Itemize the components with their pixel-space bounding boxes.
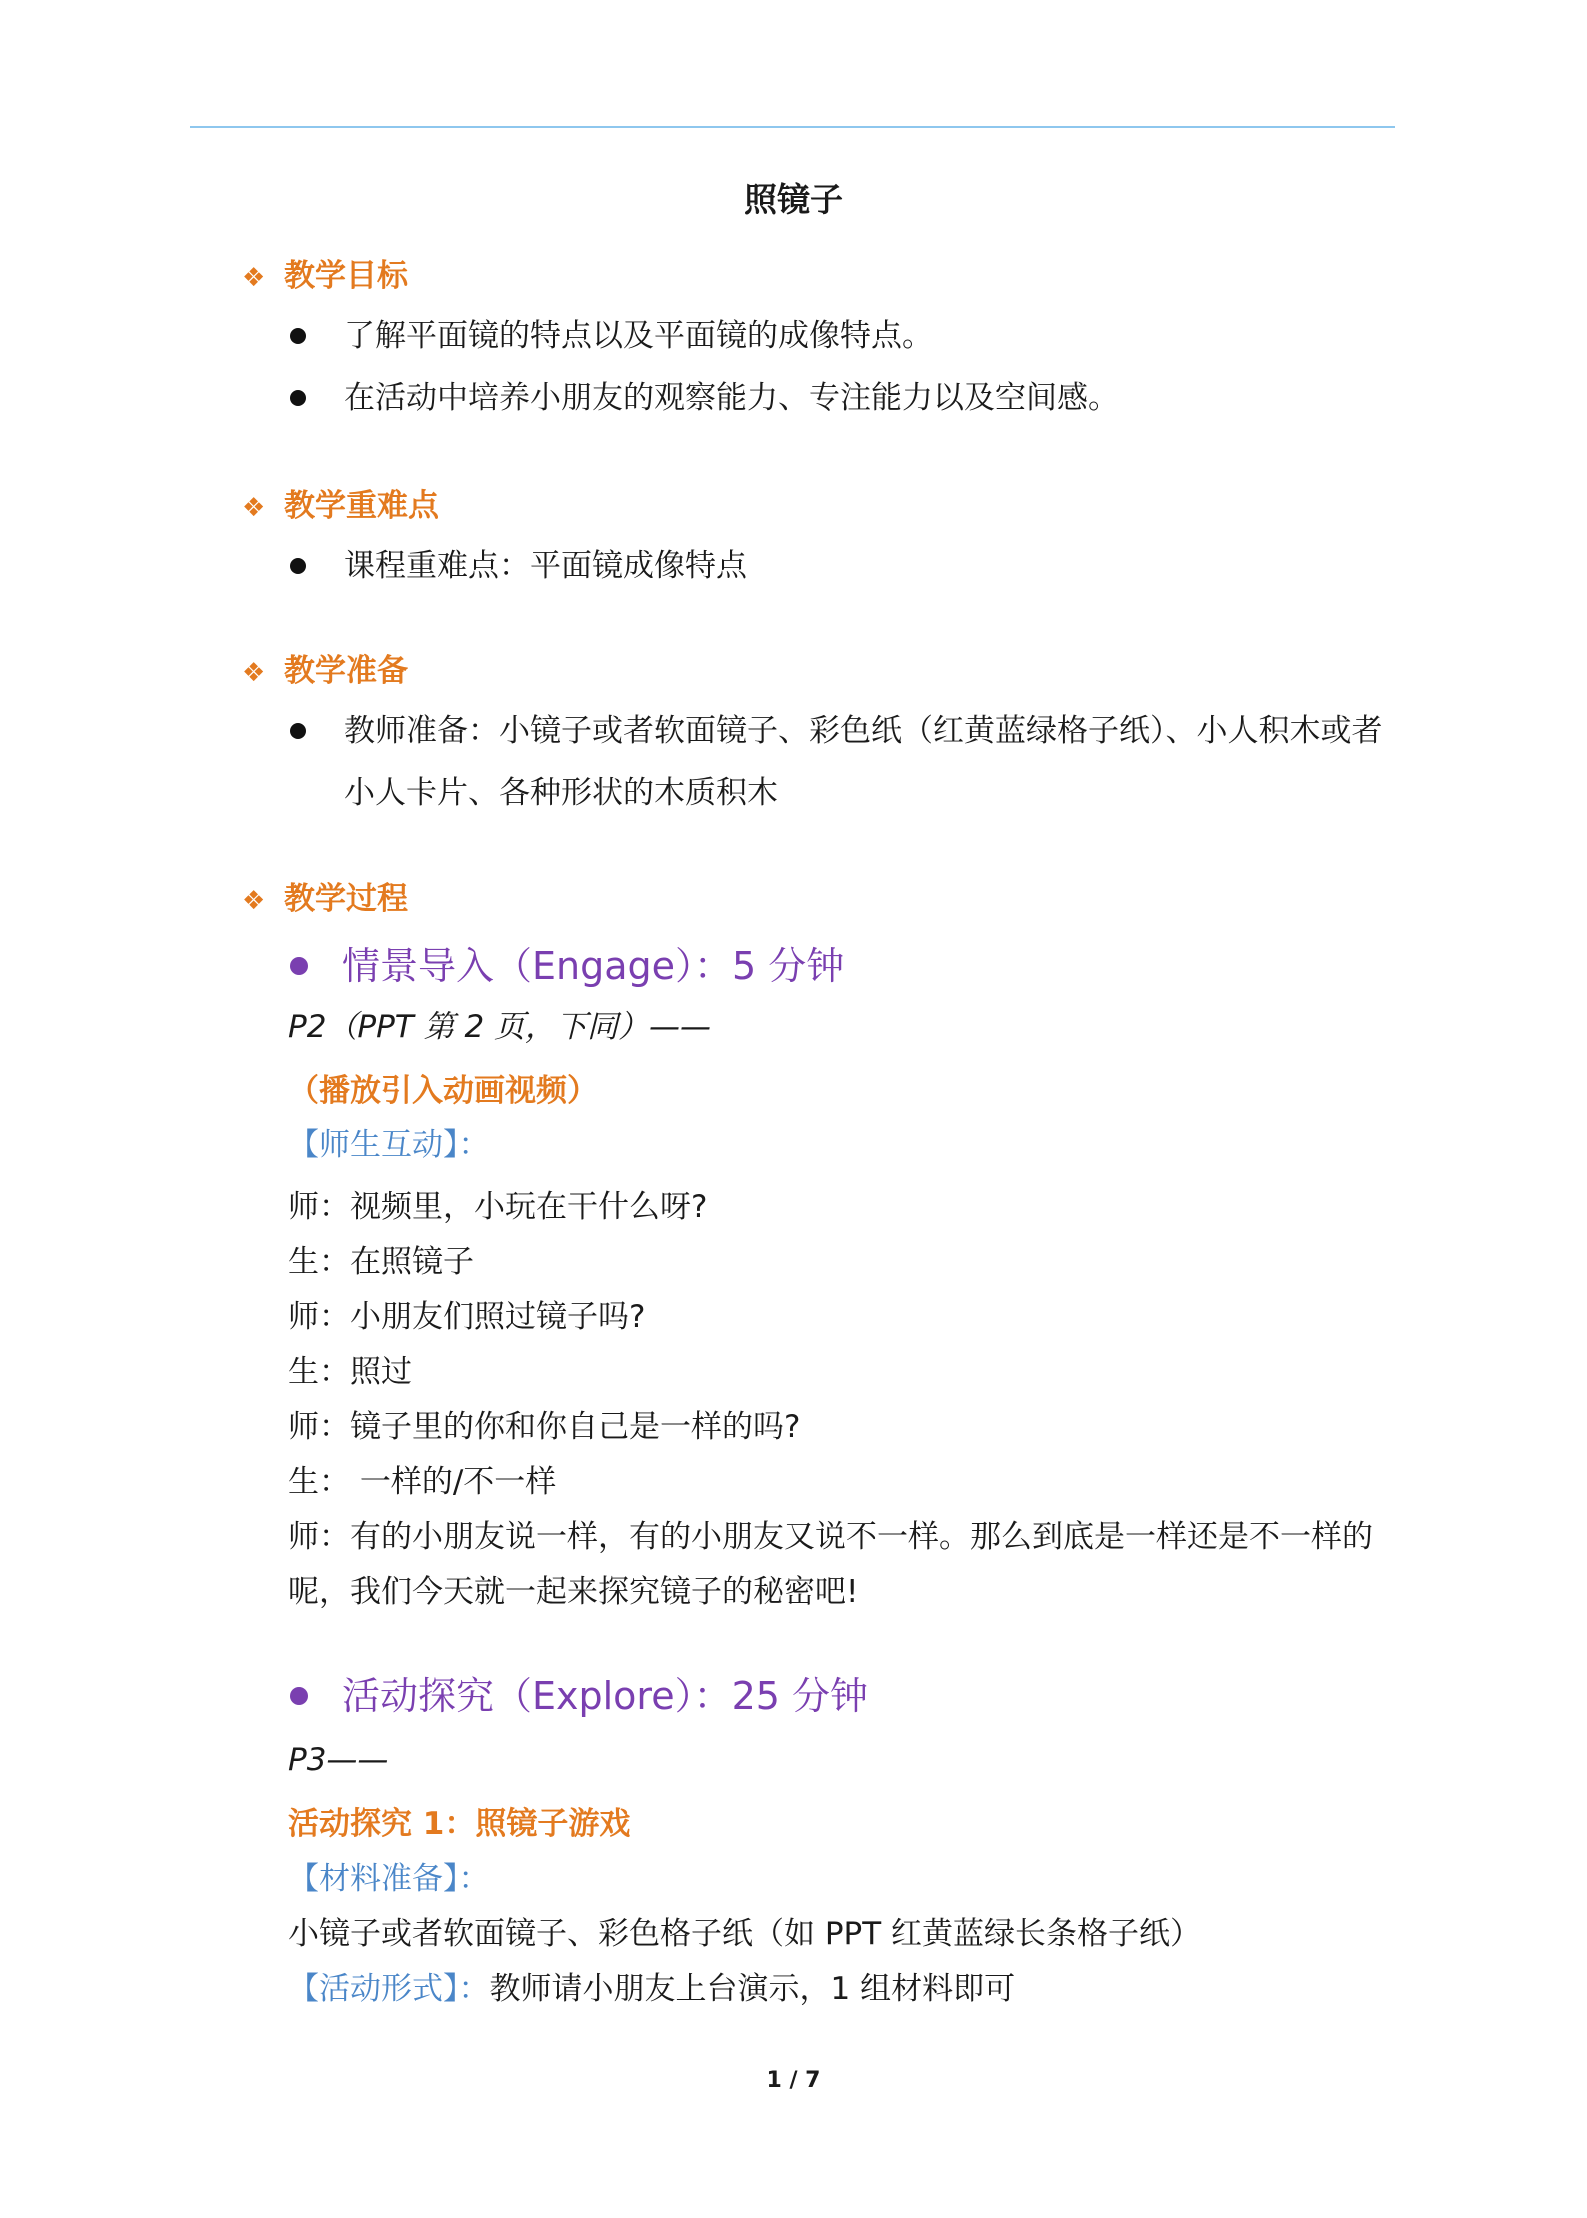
materials-paragraph: 【材料准备】：小镜子或者软面镜子、彩色格子纸（如 PPT 红黄蓝绿长条格子纸） [288,1861,1202,1952]
bullet-icon [290,558,306,574]
interaction-label: 【师生互动】： [288,1127,490,1163]
diamond-bullet-icon: ❖ [242,493,266,523]
dialogue-line: 师：镜子里的你和你自己是一样的吗? [288,1409,801,1445]
slide-reference: P3—— [288,1742,389,1778]
phase-heading-explore: 活动探究（Explore）：25 分钟 [290,1665,868,1720]
phase-bullet-icon [290,1687,308,1705]
diamond-bullet-icon: ❖ [242,886,266,916]
dialogue-line: 生： 一样的/不一样 [288,1464,557,1500]
dialogue-line: 生：在照镜子 [288,1244,474,1280]
activity-title: 活动探究 1：照镜子游戏 [288,1806,631,1842]
bullet-icon [290,723,306,739]
list-item: 教师准备：小镜子或者软面镜子、彩色纸（红黄蓝绿格子纸）、小人积木或者小人卡片、各种形状的木质积木 [290,700,1404,824]
section-heading-keypoints: ❖ 教学重难点 [242,488,439,524]
section-heading-process: ❖ 教学过程 [242,881,408,917]
phase-bullet-icon [290,957,308,975]
header-rule [190,126,1395,128]
dialogue-line: 师：视频里，小玩在干什么呀? [288,1189,708,1225]
dialogue-line: 师：小朋友们照过镜子吗? [288,1299,646,1335]
action-note: （播放引入动画视频） [288,1073,598,1109]
dialogue-line: 师：有的小朋友说一样，有的小朋友又说不一样。那么到底是一样还是不一样的呢，我们今天就一起来探究镜子的秘密吧! [288,1519,1373,1610]
phase-heading-engage: 情景导入（Engage）：5 分钟 [290,935,844,990]
section-heading-prep: ❖ 教学准备 [242,653,408,689]
diamond-bullet-icon: ❖ [242,658,266,688]
list-item: 了解平面镜的特点以及平面镜的成像特点。 [290,305,1404,367]
section-heading-goals: ❖ 教学目标 [242,258,408,294]
list-item: 课程重难点：平面镜成像特点 [290,535,1404,597]
dialogue-line: 生：照过 [288,1354,412,1390]
bullet-icon [290,390,306,406]
activity-form-paragraph: 【活动形式】：教师请小朋友上台演示，1 组材料即可 [288,1971,1016,2007]
list-item: 在活动中培养小朋友的观察能力、专注能力以及空间感。 [290,367,1404,429]
page-title: 照镜子 [744,180,843,219]
page-number: 1 / 7 [766,2068,821,2093]
slide-reference: P2（PPT 第 2 页，下同）—— [288,1009,712,1045]
diamond-bullet-icon: ❖ [242,263,266,293]
bullet-icon [290,328,306,344]
